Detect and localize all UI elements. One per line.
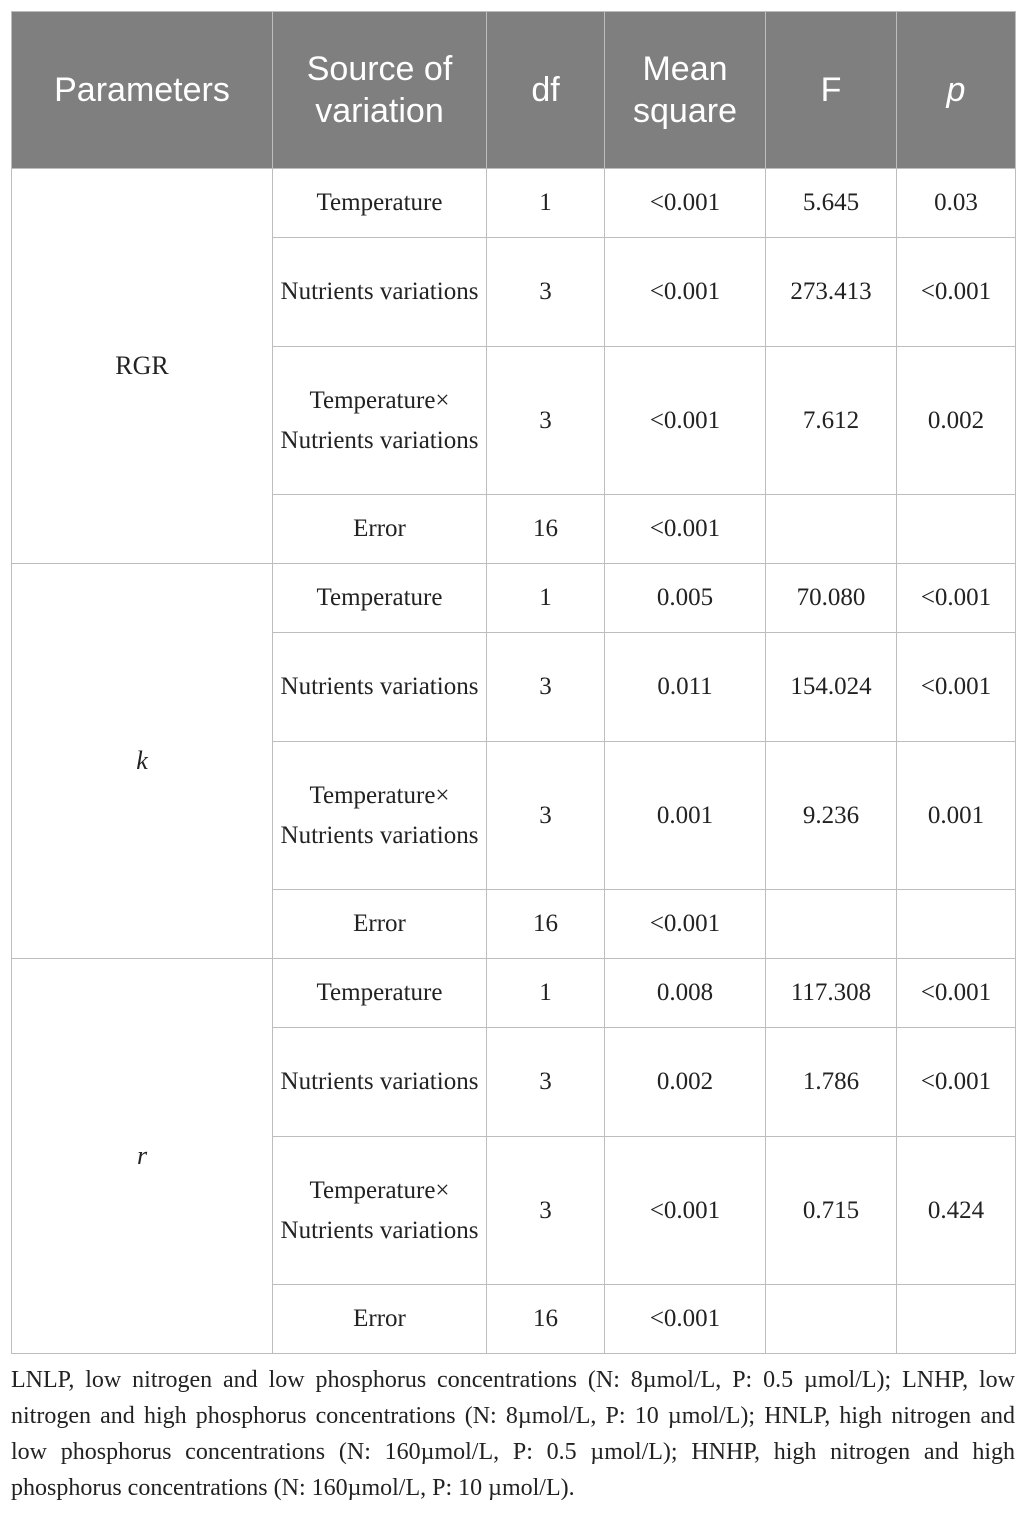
source-cell: Temperature× Nutrients variations <box>273 742 487 890</box>
df-cell: 1 <box>487 169 605 238</box>
source-cell: Error <box>273 890 487 959</box>
source-cell: Nutrients variations <box>273 633 487 742</box>
anova-table <box>11 11 1016 1354</box>
source-cell: Temperature× Nutrients variations <box>273 347 487 495</box>
df-cell: 3 <box>487 633 605 742</box>
df-cell: 3 <box>487 742 605 890</box>
mean-square-cell: 0.002 <box>605 1028 766 1137</box>
source-cell: Nutrients variations <box>273 238 487 347</box>
f-cell: 0.715 <box>766 1137 897 1285</box>
mean-square-cell: <0.001 <box>605 1285 766 1354</box>
df-cell: 16 <box>487 495 605 564</box>
p-cell: 0.001 <box>897 742 1016 890</box>
header-source-of-variation: Source of variation <box>273 12 487 169</box>
mean-square-cell: <0.001 <box>605 238 766 347</box>
table-row <box>12 959 1016 1028</box>
f-cell <box>766 890 897 959</box>
p-cell <box>897 890 1016 959</box>
mean-square-cell: <0.001 <box>605 1137 766 1285</box>
source-cell: Temperature <box>273 959 487 1028</box>
p-cell: <0.001 <box>897 564 1016 633</box>
df-cell: 3 <box>487 238 605 347</box>
header-p: p <box>897 12 1016 169</box>
p-cell: <0.001 <box>897 959 1016 1028</box>
header-mean-square: Mean square <box>605 12 766 169</box>
source-cell: Error <box>273 495 487 564</box>
f-cell: 117.308 <box>766 959 897 1028</box>
df-cell: 1 <box>487 564 605 633</box>
p-cell <box>897 1285 1016 1354</box>
df-cell: 3 <box>487 1028 605 1137</box>
f-cell: 273.413 <box>766 238 897 347</box>
p-cell: <0.001 <box>897 1028 1016 1137</box>
mean-square-cell: 0.001 <box>605 742 766 890</box>
source-cell: Temperature <box>273 169 487 238</box>
parameter-cell: k <box>12 564 273 959</box>
header-df: df <box>487 12 605 169</box>
table-body <box>12 169 1016 1354</box>
parameter-cell: r <box>12 959 273 1354</box>
f-cell <box>766 1285 897 1354</box>
p-cell: 0.03 <box>897 169 1016 238</box>
p-cell: 0.424 <box>897 1137 1016 1285</box>
p-cell: <0.001 <box>897 238 1016 347</box>
parameter-cell: RGR <box>12 169 273 564</box>
header-f: F <box>766 12 897 169</box>
source-cell: Error <box>273 1285 487 1354</box>
source-cell: Temperature <box>273 564 487 633</box>
f-cell: 70.080 <box>766 564 897 633</box>
source-cell: Temperature× Nutrients variations <box>273 1137 487 1285</box>
p-cell: 0.002 <box>897 347 1016 495</box>
table-header <box>12 12 1016 169</box>
mean-square-cell: <0.001 <box>605 347 766 495</box>
f-cell <box>766 495 897 564</box>
f-cell: 5.645 <box>766 169 897 238</box>
table-row <box>12 169 1016 238</box>
df-cell: 16 <box>487 1285 605 1354</box>
df-cell: 16 <box>487 890 605 959</box>
table-footnote: LNLP, low nitrogen and low phosphorus concentrations (N: 8µmol/L, P: 0.5 µmol/L); LNHP, low nitrogen and high phosphorus concentrations (N: 8µmol/L, P: 10 µmol/L); HNLP, high nitrogen and low phosphorus concentrations (N: 160µmol/L, P: 0.5 µmol/L); HNHP, high nitrogen and high phosphorus concentrations (N: 160µmol/L, P: 10 µmol/L). <box>11 1367 1015 1501</box>
header-parameters: Parameters <box>12 12 273 169</box>
mean-square-cell: 0.011 <box>605 633 766 742</box>
source-cell: Nutrients variations <box>273 1028 487 1137</box>
df-cell: 1 <box>487 959 605 1028</box>
header-row <box>12 12 1016 169</box>
df-cell: 3 <box>487 1137 605 1285</box>
mean-square-cell: <0.001 <box>605 890 766 959</box>
mean-square-cell: <0.001 <box>605 169 766 238</box>
table-row <box>12 564 1016 633</box>
f-cell: 1.786 <box>766 1028 897 1137</box>
p-cell: <0.001 <box>897 633 1016 742</box>
anova-table-container <box>11 11 1015 1354</box>
f-cell: 7.612 <box>766 347 897 495</box>
p-cell <box>897 495 1016 564</box>
f-cell: 154.024 <box>766 633 897 742</box>
mean-square-cell: 0.008 <box>605 959 766 1028</box>
mean-square-cell: <0.001 <box>605 495 766 564</box>
mean-square-cell: 0.005 <box>605 564 766 633</box>
df-cell: 3 <box>487 347 605 495</box>
f-cell: 9.236 <box>766 742 897 890</box>
